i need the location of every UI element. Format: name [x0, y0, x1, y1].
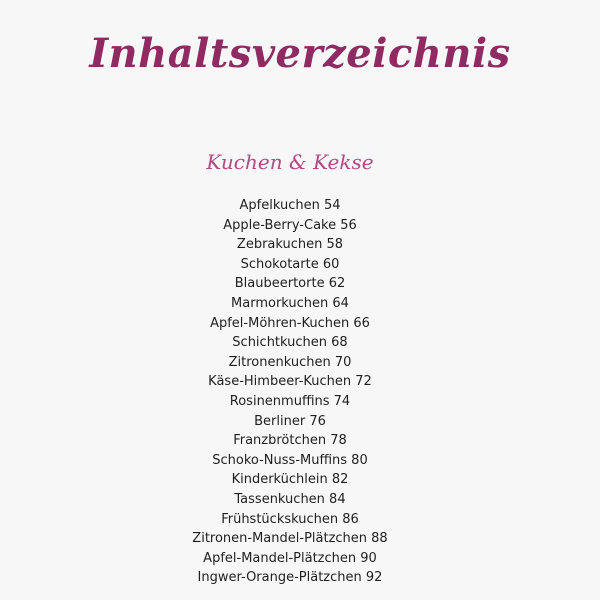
toc-item-schichtkuchen: Schichtkuchen 68 — [232, 335, 348, 351]
toc-item-zitronen-mandel-plaetzchen: Zitronen-Mandel-Plätzchen 88 — [192, 531, 388, 547]
toc-list — [0, 196, 580, 588]
toc-item-zebrakuchen: Zebrakuchen 58 — [236, 237, 344, 253]
toc-item-kaese-himbeer-kuchen: Käse-Himbeer-Kuchen 72 — [208, 374, 372, 390]
toc-item-blaubeertorte: Blaubeertorte 62 — [234, 276, 346, 292]
toc-item-apple-berry-cake: Apple-Berry-Cake 56 — [223, 217, 357, 233]
toc-item-fruehstueckskuchen: Frühstückskuchen 86 — [221, 511, 359, 527]
toc-item-kinderkuechlein: Kinderküchlein 82 — [231, 472, 349, 488]
toc-item-ingwer-orange-plaetzchen: Ingwer-Orange-Plätzchen 92 — [197, 570, 383, 586]
section-title-kuchen-kekse: Kuchen & Kekse — [206, 150, 374, 174]
toc-item-franzbroetchen: Franzbrötchen 78 — [233, 433, 347, 449]
toc-item-tassenkuchen: Tassenkuchen 84 — [234, 491, 346, 507]
toc-item-marmorkuchen: Marmorkuchen 64 — [231, 295, 349, 311]
toc-item-apfelkuchen: Apfelkuchen 54 — [239, 198, 341, 213]
toc-item-apfel-mandel-plaetzchen: Apfel-Mandel-Plätzchen 90 — [203, 550, 377, 566]
toc-item-zitronenkuchen: Zitronenkuchen 70 — [228, 354, 352, 370]
toc-item-schokotarte: Schokotarte 60 — [240, 256, 340, 272]
toc-item-rosinenmuffins: Rosinenmuffins 74 — [229, 393, 351, 409]
toc-item-apfel-moehren-kuchen: Apfel-Möhren-Kuchen 66 — [210, 315, 370, 331]
toc-item-schoko-nuss-muffins: Schoko-Nuss-Muffins 80 — [212, 452, 368, 468]
page-title: Inhaltsverzeichnis — [89, 30, 511, 77]
toc-item-berliner: Berliner 76 — [254, 413, 326, 429]
